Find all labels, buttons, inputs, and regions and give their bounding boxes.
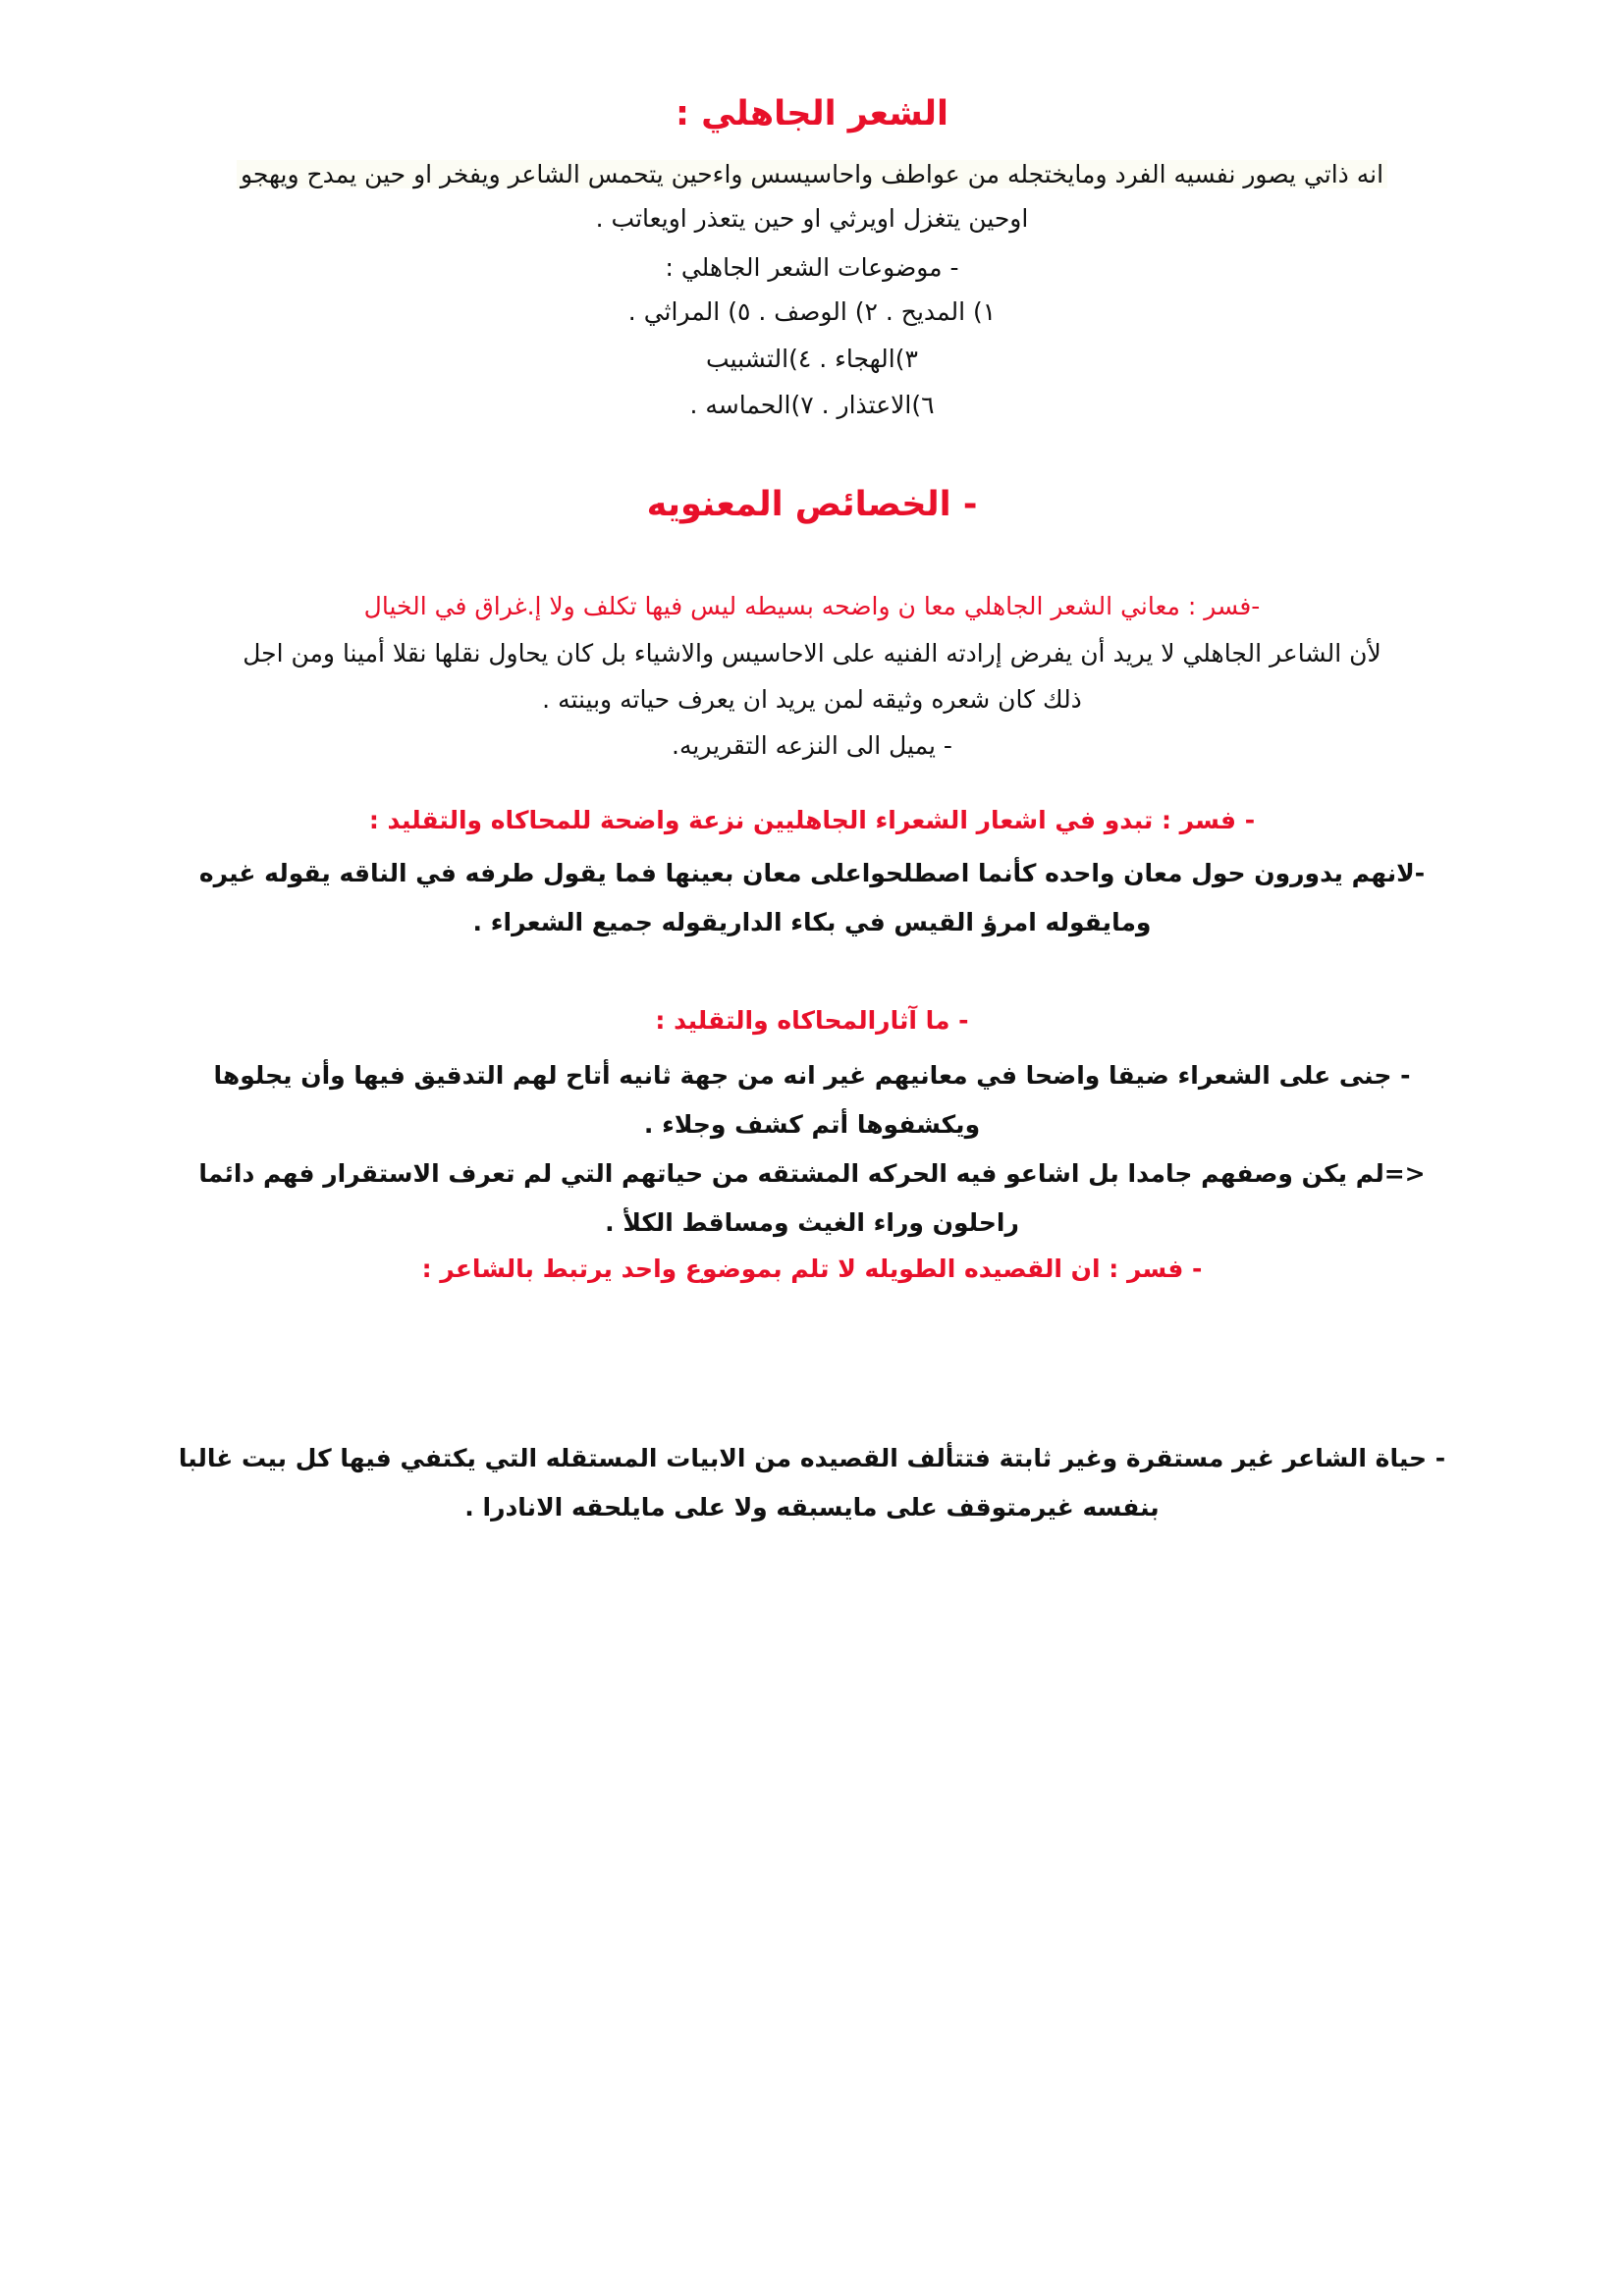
- answer-3-line-4: راحلون وراء الغيث ومساقط الكلأ .: [605, 1208, 1019, 1237]
- section-heading-semantic: - الخصائص المعنويه: [646, 485, 978, 524]
- topic-line-2: ٣)الهجاء . ٤)التشبيب: [706, 345, 918, 373]
- question-4-heading: - فسر : ان القصيده الطويله لا تلم بموضوع واحد يرتبط بالشاعر :: [421, 1255, 1203, 1283]
- topic-line-1: ١) المديح . ٢) الوصف . ٥) المراثي .: [627, 297, 997, 326]
- topic-line-3: ٦)الاعتذار . ٧)الحماسه .: [689, 391, 935, 419]
- answer-1-line-2: ذلك كان شعره وثيقه لمن يريد ان يعرف حياته وبينته .: [542, 685, 1082, 714]
- topics-label: - موضوعات الشعر الجاهلي :: [665, 253, 959, 282]
- question-2-heading: - فسر : تبدو في اشعار الشعراء الجاهليين نزعة واضحة للمحاكاه والتقليد :: [368, 806, 1256, 834]
- answer-1-line-1: لأن الشاعر الجاهلي لا يريد أن يفرض إرادته الفنيه على الاحاسيس والاشياء بل كان يحاول نقلها نقلا أمينا ومن اجل: [243, 639, 1381, 667]
- question-1-heading: -فسر : معاني الشعر الجاهلي معا ن واضحه بسيطه ليس فيها تكلف ولا إ.غراق في الخيال: [363, 592, 1261, 620]
- answer-2-line-2: ومايقوله امرؤ القيس في بكاء الداريقوله جميع الشعراء .: [472, 908, 1152, 936]
- answer-1-line-3: - يميل الى النزعه التقريريه.: [672, 731, 952, 760]
- page-title: الشعر الجاهلي :: [675, 94, 949, 133]
- answer-3-line-3: <=لم يكن وصفهم جامدا بل اشاعو فيه الحركه المشتقه من حياتهم التي لم تعرف الاستقرار فهم دائما: [198, 1159, 1426, 1188]
- answer-4-line-1: - حياة الشاعر غير مستقرة وغير ثابتة فتتألف القصيده من الابيات المستقله التي يكتفي فيها كل بيت غالبا: [178, 1444, 1446, 1472]
- intro-line-1: انه ذاتي يصور نفسيه الفرد ومايختجله من عواطف واحاسيسس واءحين يتحمس الشاعر ويفخر او حين يمدح ويهجو: [0, 157, 1624, 192]
- intro-line-2: اوحين يتغزل اويرثي او حين يتعذر اويعاتب .: [595, 204, 1029, 233]
- answer-3-line-1: - جنى على الشعراء ضيقا واضحا في معانيهم غير انه من جهة ثانيه أتاح لهم التدقيق فيها وأن يجلوها: [213, 1061, 1411, 1090]
- answer-3-line-2: ويكشفوها أتم كشف وجلاء .: [643, 1110, 981, 1139]
- answer-4-line-2: بنفسه غيرمتوقف على مايسبقه ولا على مايلحقه الانادرا .: [464, 1493, 1160, 1522]
- question-3-heading: - ما آثارالمحاكاه والتقليد :: [655, 1006, 969, 1035]
- answer-2-line-1: -لانهم يدورون حول معان واحده كأنما اصطلحواعلى معان بعينها فما يقول طرفه في الناقه يقوله غيره: [198, 859, 1426, 887]
